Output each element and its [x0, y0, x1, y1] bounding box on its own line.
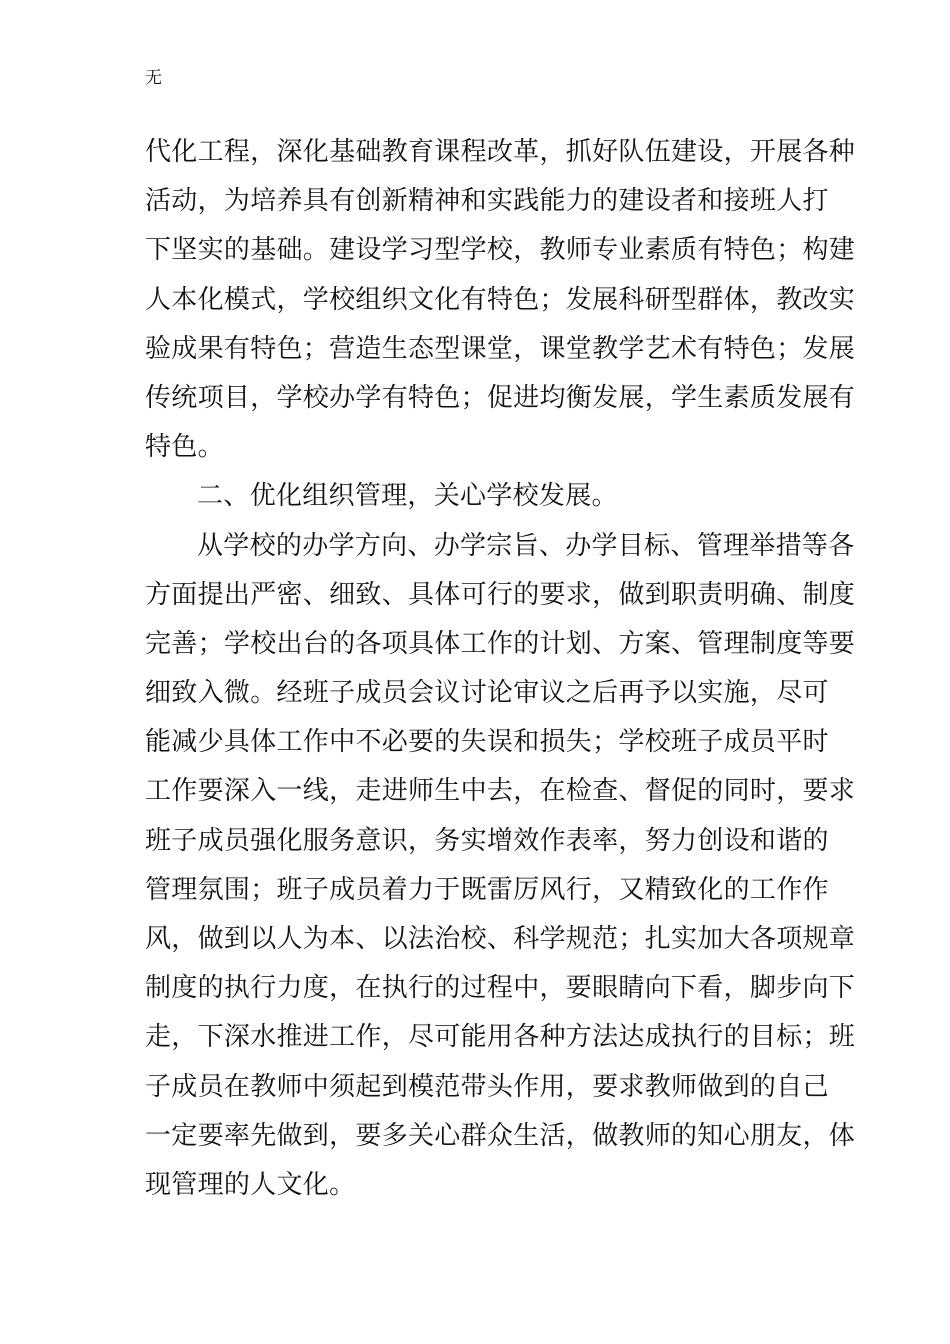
text-line: 完善；学校出台的各项具体工作的计划、方案、管理制度等要 — [145, 628, 856, 659]
text-line: 验成果有特色；营造生态型课堂，课堂教学艺术有特色；发展 — [145, 333, 856, 364]
section-heading: 二、优化组织管理，关心学校发展。 — [197, 481, 618, 512]
text-line: 能减少具体工作中不必要的失误和损失；学校班子成员平时 — [145, 727, 829, 758]
text-line: 子成员在教师中须起到模范带头作用，要求教师做到的自己 — [145, 1071, 829, 1102]
text-line: 管理氛围；班子成员着力于既雷厉风行，又精致化的工作作 — [145, 874, 829, 905]
text-line: 传统项目，学校办学有特色；促进均衡发展，学生素质发展有 — [145, 382, 856, 413]
header-mark: 无 — [145, 68, 162, 88]
text-line: 现管理的人文化。 — [145, 1169, 356, 1200]
text-line: 一定要率先做到，要多关心群众生活，做教师的知心朋友，体 — [145, 1120, 856, 1151]
text-line: 活动，为培养具有创新精神和实践能力的建设者和接班人打 — [145, 186, 829, 217]
text-line: 走，下深水推进工作，尽可能用各种方法达成执行的目标；班 — [145, 1022, 856, 1053]
text-line: 从学校的办学方向、办学宗旨、办学目标、管理举措等各 — [197, 530, 855, 561]
text-line: 特色。 — [145, 432, 224, 463]
text-line: 下坚实的基础。建设学习型学校，教师专业素质有特色；构建 — [145, 235, 856, 266]
text-line: 班子成员强化服务意识，务实增效作表率，努力创设和谐的 — [145, 825, 829, 856]
body-text — [145, 128, 856, 1210]
text-line: 方面提出严密、细致、具体可行的要求，做到职责明确、制度 — [145, 579, 856, 610]
text-line: 人本化模式，学校组织文化有特色；发展科研型群体，教改实 — [145, 284, 856, 315]
text-line: 细致入微。经班子成员会议讨论审议之后再予以实施，尽可 — [145, 678, 829, 709]
text-line: 制度的执行力度，在执行的过程中，要眼睛向下看，脚步向下 — [145, 973, 856, 1004]
text-line: 风，做到以人为本、以法治校、科学规范；扎实加大各项规章 — [145, 924, 856, 954]
text-line: 代化工程，深化基础教育课程改革，抓好队伍建设，开展各种 — [145, 137, 856, 167]
text-line: 工作要深入一线，走进师生中去，在检查、督促的同时，要求 — [145, 776, 856, 807]
